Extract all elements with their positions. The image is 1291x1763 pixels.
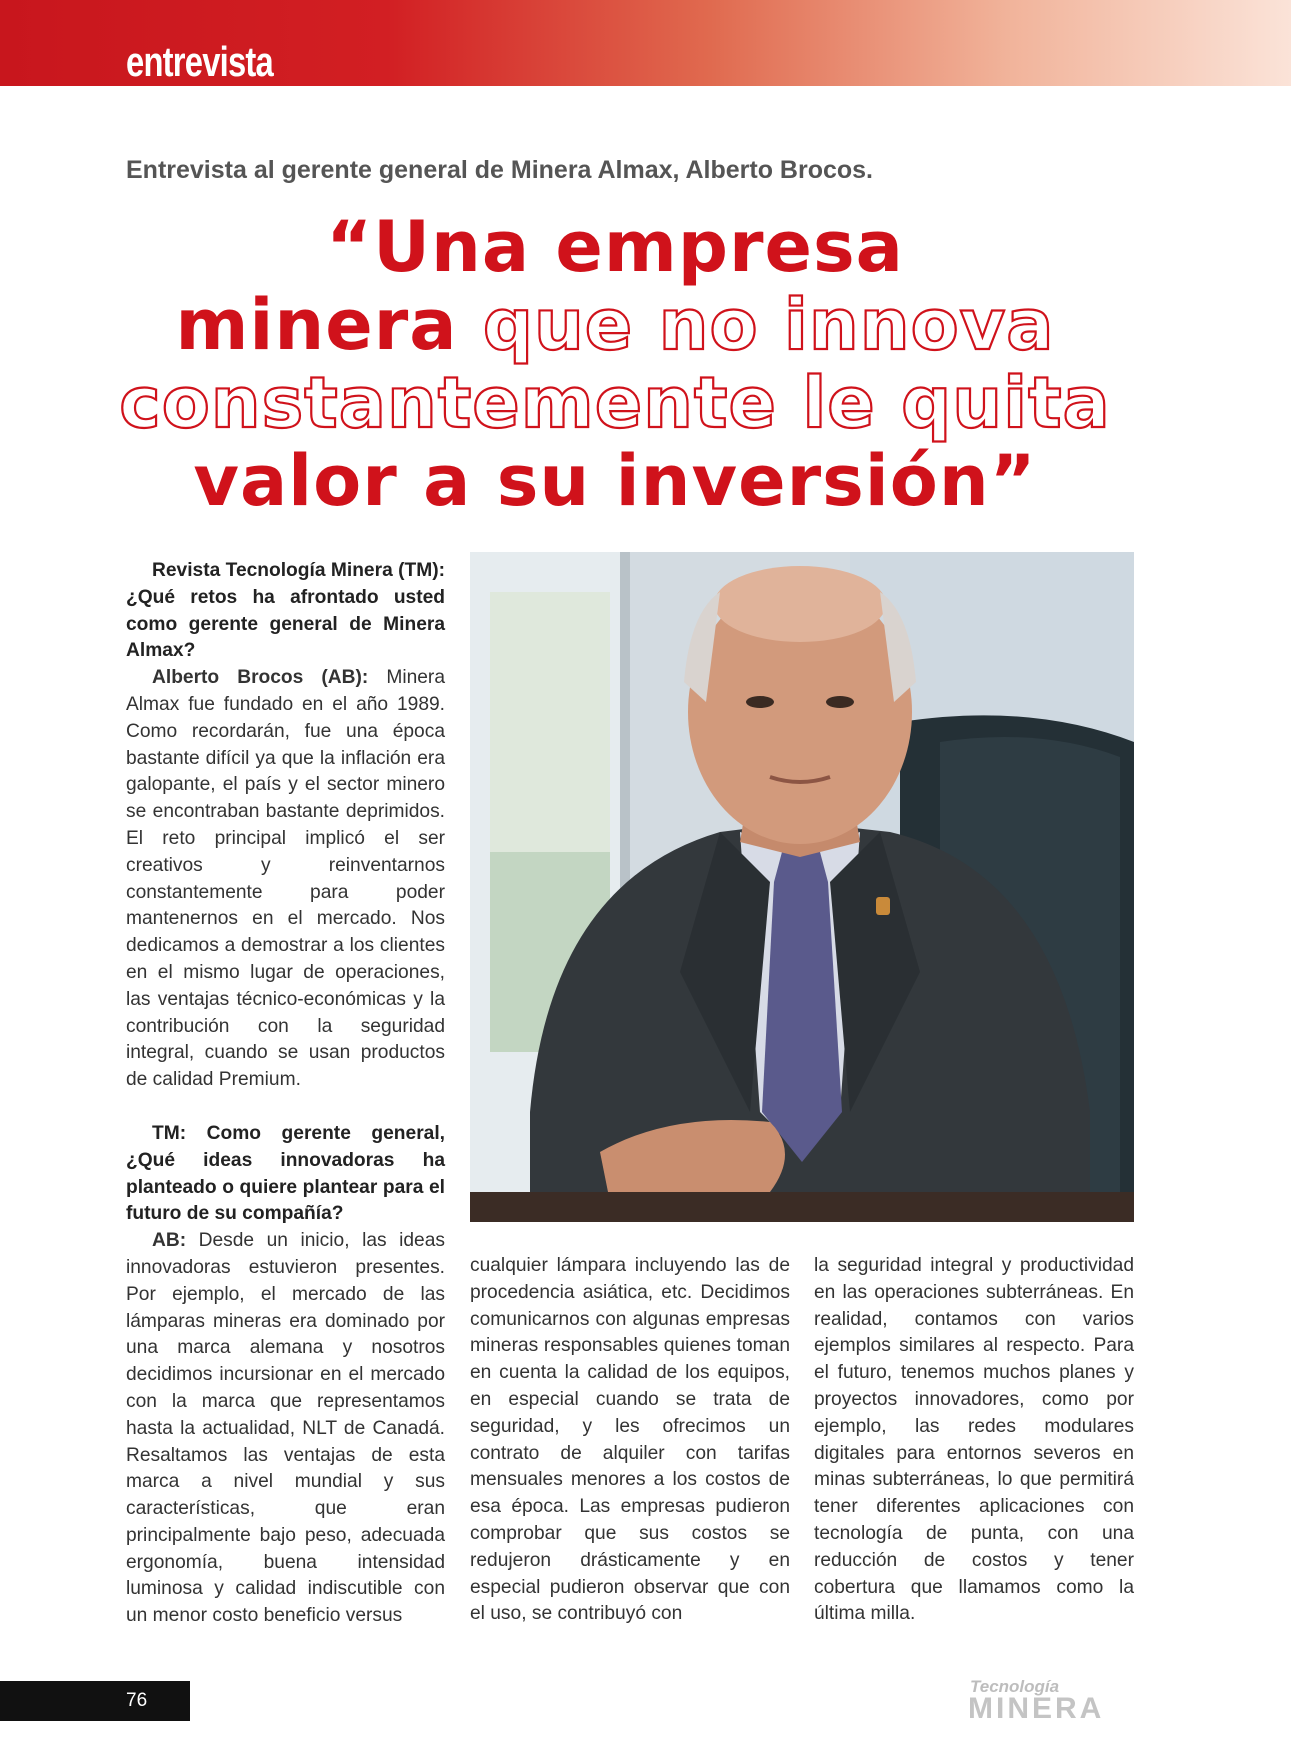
magazine-logo [968, 1678, 1136, 1724]
article-column-1 [126, 558, 445, 1630]
headline-line-2-outline: que no innova [482, 284, 1055, 366]
article-column-3 [814, 1253, 1134, 1628]
question-1: Revista Tecnología Minera (TM): ¿Qué retos ha afrontado usted como gerente general de Minera Almax? [126, 560, 445, 662]
question-2: TM: Como gerente general, ¿Qué ideas innovadoras ha planteado o quiere plantear para el futuro de su compañía? [126, 1122, 445, 1225]
article-column-2 [470, 1253, 790, 1628]
magazine-logo-top: Tecnología [970, 1677, 1060, 1696]
answer-1 [126, 665, 445, 1094]
paragraph-gap [126, 1094, 445, 1121]
section-label: entrevista [126, 38, 273, 85]
page-number: 76 [126, 1690, 148, 1711]
headline-line-1: “Una empresa [326, 206, 904, 288]
headline-line-3-outline: constantemente le quita [119, 362, 1111, 444]
answer-2-text: Desde un inicio, las ideas innovadoras estuvieron presentes. Por ejemplo, el mercado de las lámparas mineras era dominado por una marca alemana y nosotros decidimos incursionar en el mercado con la marca que representamos hasta la actualidad, NLT de Canadá. Resaltamos las ventajas de esta marca a nivel mundial y sus características, que eran principalmente bajo peso, adecuada ergonomía, buena intensidad luminosa y calidad indiscutible con un menor costo beneficio versus [126, 1230, 445, 1627]
answer-2 [126, 1228, 445, 1630]
article-kicker: Entrevista al gerente general de Minera Almax, Alberto Brocos. [126, 156, 873, 184]
column-3-text: la seguridad integral y productividad en las operaciones subterráneas. En realidad, contamos con varios ejemplos similares al respecto. Para el futuro, tenemos muchos planes y proyectos innovadores, como por ejemplo, las redes modulares digitales para entornos severos en minas subterráneas, lo que permitirá tener diferentes aplicaciones con tecnología de punta, con una reducción de costos y tener cobertura que llamamos como la última milla. [814, 1255, 1134, 1625]
answer-1-text: Minera Almax fue fundado en el año 1989. Como recordarán, fue una época bastante difícil ya que la inflación era galopante, el país y el sector minero se encontraban bastante deprimidos. El reto principal implicó el ser creativos y reinventarnos constantemente para poder mantenernos en el mercado. Nos dedicamos a demostrar a los clientes en el mismo lugar de operaciones, las ventajas técnico-económicas y la contribución con la seguridad integral, cuando se usan productos de calidad Premium. [126, 667, 445, 1091]
column-2-text: cualquier lámpara incluyendo las de procedencia asiática, etc. Decidimos comunicarnos con algunas empresas mineras responsables quienes toman en cuenta la calidad de los equipos, en especial cuando se trata de seguridad, y les ofrecimos un contrato de alquiler con tarifas mensuales menores a los costos de esa época. Las empresas pudieron comprobar que sus costos se redujeron drásticamente y en especial pudieron observar que con el uso, se contribuyó con [470, 1255, 790, 1625]
page-number-bar [0, 1681, 190, 1721]
interviewee-photo [470, 552, 1134, 1222]
magazine-logo-bottom: MINERA [968, 1692, 1105, 1725]
answer-2-speaker: AB: [152, 1230, 187, 1252]
headline-line-2-solid: minera [175, 284, 458, 366]
headline-line-4: valor a su inversión” [193, 440, 1037, 522]
article-headline [60, 208, 1170, 520]
answer-1-speaker: Alberto Brocos (AB): [152, 667, 369, 689]
